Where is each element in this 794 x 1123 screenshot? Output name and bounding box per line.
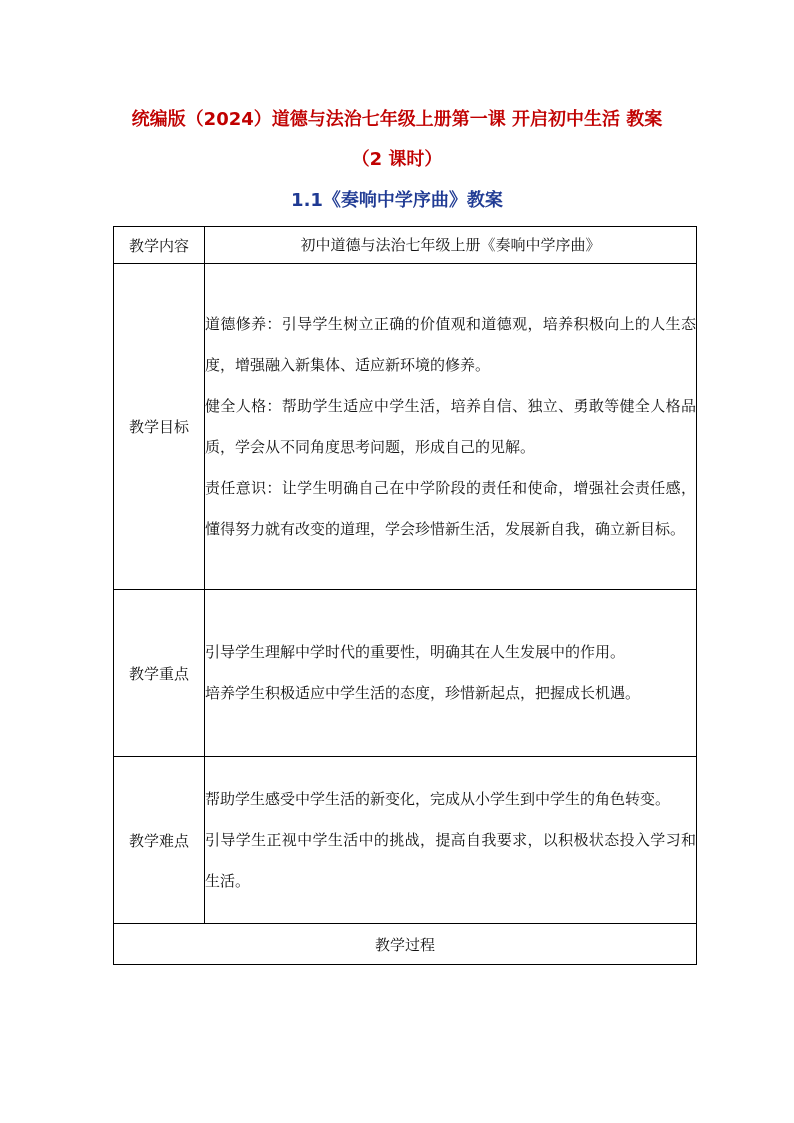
goal-sound-personality: 健全人格：帮助学生适应中学生活，培养自信、独立、勇敢等健全人格品质，学会从不同角度思考问题，形成自己的见解。 [205, 396, 696, 456]
goal-responsibility: 责任意识：让学生明确自己在中学阶段的责任和使命，增强社会责任感，懂得努力就有改变的道理，学会珍惜新生活，发展新自我，确立新目标。 [205, 478, 696, 538]
row-teaching-content [114, 227, 697, 264]
lesson-plan-table [113, 226, 697, 965]
row-teaching-goals [114, 264, 697, 590]
label-teaching-process: 教学过程 [114, 924, 697, 965]
value-teaching-content: 初中道德与法治七年级上册《奏响中学序曲》 [205, 227, 697, 264]
value-key-points [205, 590, 697, 757]
difficulty-1: 帮助学生感受中学生活的新变化，完成从小学生到中学生的角色转变。 [205, 789, 671, 808]
row-difficulties [114, 757, 697, 924]
lesson-subtitle: 1.1《奏响中学序曲》教案 [291, 190, 503, 211]
row-teaching-process [114, 924, 697, 965]
label-key-points: 教学重点 [114, 590, 205, 757]
value-difficulties [205, 757, 697, 924]
document-title: 统编版（2024）道德与法治七年级上册第一课 开启初中生活 教案 [131, 109, 663, 130]
document-title-sessions: （2 课时） [351, 149, 443, 170]
label-teaching-content: 教学内容 [114, 227, 205, 264]
label-difficulties: 教学难点 [114, 757, 205, 924]
label-teaching-goals: 教学目标 [114, 264, 205, 590]
goal-moral-cultivation: 道德修养：引导学生树立正确的价值观和道德观，培养积极向上的人生态度，增强融入新集体、适应新环境的修养。 [205, 314, 696, 374]
difficulty-2: 引导学生正视中学生活中的挑战，提高自我要求，以积极状态投入学习和生活。 [205, 830, 696, 890]
key-point-1: 引导学生理解中学时代的重要性，明确其在人生发展中的作用。 [205, 643, 626, 661]
key-point-2: 培养学生积极适应中学生活的态度，珍惜新起点，把握成长机遇。 [205, 684, 641, 702]
row-key-points [114, 590, 697, 757]
value-teaching-goals [205, 264, 697, 590]
